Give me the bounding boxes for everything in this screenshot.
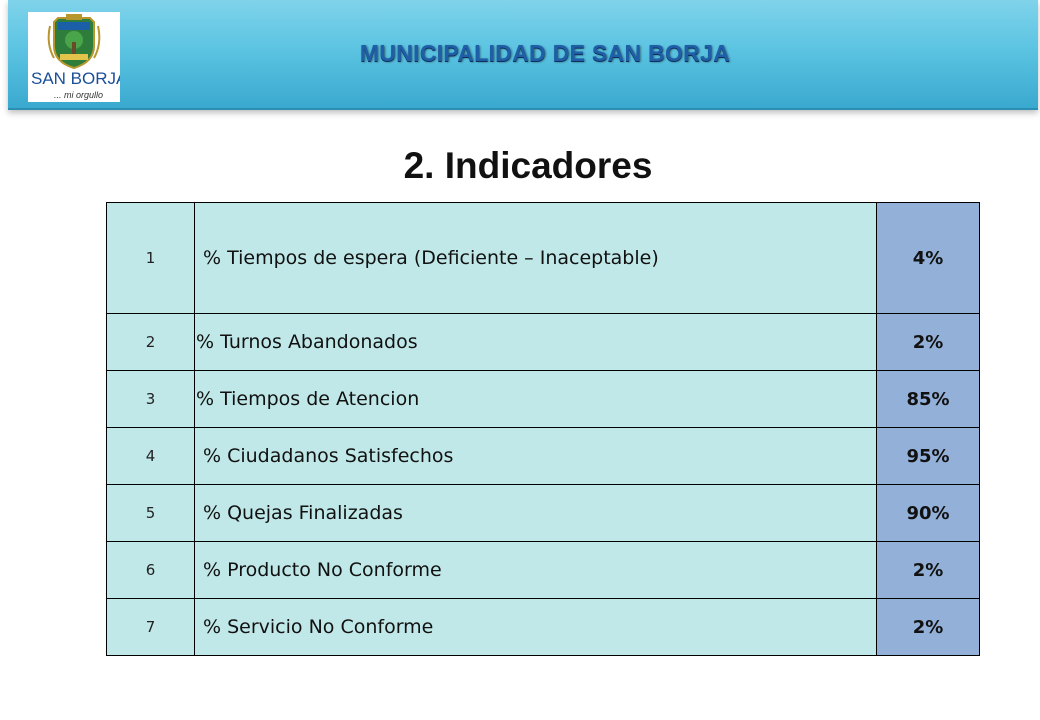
table-row xyxy=(107,203,980,314)
table-row xyxy=(107,371,980,428)
indicator-label: % Producto No Conforme xyxy=(195,542,877,599)
row-number: 1 xyxy=(107,203,195,314)
table-row xyxy=(107,542,980,599)
header-banner xyxy=(8,0,1038,110)
indicator-value: 2% xyxy=(877,314,980,371)
row-number: 3 xyxy=(107,371,195,428)
indicators-table xyxy=(106,202,980,656)
indicator-label: % Ciudadanos Satisfechos xyxy=(195,428,877,485)
row-number: 7 xyxy=(107,599,195,656)
row-number: 6 xyxy=(107,542,195,599)
indicator-value: 2% xyxy=(877,599,980,656)
header-title: MUNICIPALIDAD DE SAN BORJA xyxy=(359,40,731,66)
row-number: 2 xyxy=(107,314,195,371)
indicator-label: % Turnos Abandonados xyxy=(195,314,877,371)
page-title: 2. Indicadores xyxy=(403,145,653,186)
svg-text:... mi orgullo: ... mi orgullo xyxy=(54,90,104,100)
table-row xyxy=(107,599,980,656)
row-number: 4 xyxy=(107,428,195,485)
indicator-value: 95% xyxy=(877,428,980,485)
table-row xyxy=(107,428,980,485)
table-row xyxy=(107,485,980,542)
indicator-label: % Quejas Finalizadas xyxy=(195,485,877,542)
row-number: 5 xyxy=(107,485,195,542)
indicator-value: 90% xyxy=(877,485,980,542)
indicator-value: 85% xyxy=(877,371,980,428)
indicator-label: % Tiempos de espera (Deficiente – Inaceptable) xyxy=(195,203,877,314)
indicator-label: % Servicio No Conforme xyxy=(195,599,877,656)
indicator-value: 4% xyxy=(877,203,980,314)
indicator-label: % Tiempos de Atencion xyxy=(195,371,877,428)
table-row xyxy=(107,314,980,371)
svg-text:SAN BORJA: SAN BORJA xyxy=(31,69,120,88)
indicator-value: 2% xyxy=(877,542,980,599)
